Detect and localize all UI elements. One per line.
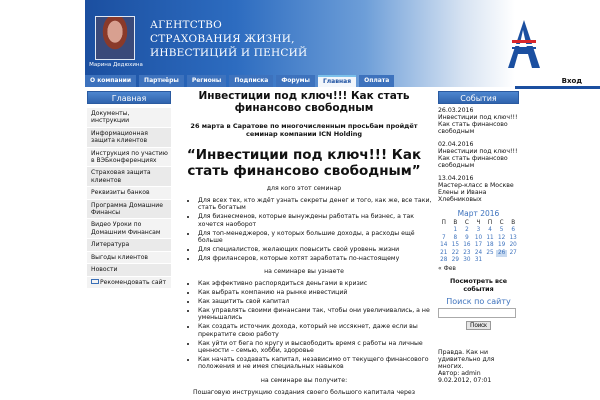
calendar-day — [484, 257, 496, 264]
calendar-day[interactable]: 30 — [463, 257, 471, 264]
page-title: Инвестиции под ключ!!! Как стать финансово свободным — [198, 90, 410, 114]
calendar-day — [507, 257, 519, 264]
calendar-day[interactable]: 13 — [509, 234, 517, 241]
latest-post — [438, 349, 519, 384]
learn-caption: на семинаре вы узнаете — [264, 268, 344, 276]
event-title[interactable]: Инвестиции под ключ!!! Как стать финансово свободным — [438, 148, 518, 169]
letter-a-logo-icon — [506, 16, 542, 72]
nav-subscription[interactable]: Подписка — [229, 75, 273, 87]
events-list — [438, 107, 519, 203]
list-item: • Как выбрать компанию на рынке инвестиций — [197, 289, 433, 296]
calendar-day[interactable]: 19 — [497, 242, 506, 249]
list-item: • Как уйти от бега по кругу и высвободить время с работы на личные ценности – семью, хобби, здоровье — [197, 340, 433, 355]
menu-item-literature[interactable]: Литература — [87, 239, 171, 251]
nav-regions[interactable]: Регионы — [187, 75, 227, 87]
mail-icon — [91, 279, 99, 284]
list-item: • Для специалистов, желающих повысить свой уровень жизни — [197, 246, 433, 253]
calendar-day[interactable]: 6 — [511, 227, 515, 234]
list-item: • Для бизнесменов, которые вынуждены работать на бизнес, а так хочется наоборот — [197, 213, 433, 228]
view-all-events-link[interactable]: Посмотреть все события — [449, 278, 508, 294]
event-item[interactable] — [438, 107, 519, 135]
menu-item-web-conference[interactable]: Инструкция по участию в ВЭБконференциях — [87, 148, 171, 168]
calendar-day[interactable]: 31 — [474, 257, 483, 264]
calendar-day[interactable]: 24 — [474, 249, 483, 256]
calendar-day[interactable]: 12 — [497, 234, 506, 241]
event-item[interactable] — [438, 141, 519, 169]
person-name: Марина Дедюхина — [89, 62, 143, 68]
agency-title-line-1: АГЕНТСТВО — [150, 19, 222, 31]
event-title[interactable]: Инвестиции под ключ!!! Как стать финансово свободным — [438, 114, 518, 135]
event-announcement: 26 марта в Саратове по многочисленным просьбам пройдёт семинар компании ICN Holding — [190, 122, 418, 138]
learn-list — [175, 280, 433, 370]
latest-post-author: Автор: admin — [438, 370, 481, 378]
calendar — [438, 209, 519, 272]
calendar-day[interactable]: 2 — [465, 227, 469, 234]
calendar-day[interactable]: 14 — [440, 242, 448, 249]
nav-payment[interactable]: Оплата — [359, 75, 394, 87]
calendar-day[interactable]: 22 — [451, 249, 459, 256]
calendar-prev-month[interactable]: « Фев — [438, 265, 456, 273]
calendar-day[interactable]: 16 — [463, 242, 471, 249]
weekday: П — [441, 220, 446, 226]
menu-item-bank-details[interactable]: Реквизиты банков — [87, 187, 171, 199]
final-text: Пошаговую инструкцию создания своего большого капитала через — [192, 388, 415, 396]
events-heading: События — [438, 91, 519, 104]
main-content — [175, 90, 433, 397]
left-menu — [87, 108, 171, 289]
avatar — [95, 16, 135, 60]
agency-title-line-3: ИНВЕСТИЦИЙ И ПЕНСИЙ — [150, 47, 308, 59]
calendar-day[interactable]: 8 — [453, 234, 458, 241]
nav-forums[interactable]: Форумы — [276, 75, 315, 87]
audience-list — [175, 197, 433, 262]
weekday: В — [511, 220, 516, 226]
list-item: • Для всех тех, кто ждёт узнать секреты денег и того, как же, все таки, стать богатым — [197, 197, 433, 212]
calendar-day — [438, 227, 450, 234]
left-sidebar-heading: Главная — [87, 91, 171, 104]
calendar-day[interactable]: 21 — [440, 249, 448, 256]
recommend-label: Рекомендовать сайт — [100, 278, 167, 286]
calendar-week — [438, 257, 519, 264]
calendar-day[interactable]: 26 — [496, 250, 508, 257]
calendar-day[interactable]: 4 — [488, 227, 492, 234]
agency-title-line-2: СТРАХОВАНИЯ ЖИЗНИ, — [150, 33, 295, 45]
calendar-day[interactable]: 20 — [509, 242, 517, 249]
calendar-day[interactable]: 18 — [486, 242, 494, 249]
calendar-day[interactable]: 7 — [441, 234, 446, 241]
event-date: 13.04.2016 — [438, 175, 474, 182]
weekday: С — [499, 220, 504, 226]
audience-caption: для кого этот семинар — [266, 185, 342, 192]
calendar-day[interactable]: 9 — [465, 234, 469, 241]
left-sidebar — [87, 91, 171, 289]
calendar-day[interactable]: 28 — [440, 257, 448, 264]
list-item: • Как управлять своими финансами так, чтобы они увеличивались, а не уменьшались — [197, 307, 433, 322]
nav-about[interactable]: О компании — [85, 75, 136, 87]
right-sidebar — [438, 91, 519, 384]
nav-home[interactable]: Главная — [318, 75, 356, 87]
menu-item-insurance[interactable]: Страховая защита клиентов — [87, 167, 171, 187]
main-navigation — [85, 75, 515, 87]
nav-partners[interactable]: Партнёры — [139, 75, 184, 87]
list-item: • Как эффективно распорядиться деньгами в кризис — [197, 280, 433, 287]
event-date: 02.04.2016 — [438, 141, 474, 148]
calendar-day — [496, 257, 508, 264]
calendar-day[interactable]: 25 — [486, 249, 494, 256]
menu-item-info-protection[interactable]: Информационная защита клиентов — [87, 128, 171, 148]
calendar-day[interactable]: 5 — [499, 227, 504, 234]
weekday: В — [453, 220, 458, 226]
menu-item-news[interactable]: Новости — [87, 264, 171, 276]
calendar-day[interactable]: 27 — [509, 249, 517, 256]
calendar-grid — [438, 220, 519, 264]
latest-post-date: 9.02.2012, 07:01 — [438, 377, 492, 385]
menu-item-documents[interactable]: Документы, инструкции — [87, 108, 171, 128]
search-input[interactable] — [438, 308, 516, 318]
calendar-day[interactable]: 23 — [463, 249, 471, 256]
seminar-name: “Инвестиции под ключ!!! Как стать финансово свободным” — [186, 147, 422, 179]
calendar-day[interactable]: 10 — [474, 234, 483, 241]
calendar-day[interactable]: 29 — [451, 257, 459, 264]
latest-post-title[interactable]: Правда. Как ни удивительно для многих. — [438, 349, 495, 371]
login-link[interactable]: Вход — [561, 77, 582, 85]
header-divider — [515, 86, 600, 89]
weekday: Ч — [476, 220, 481, 226]
weekday: С — [464, 220, 469, 226]
list-item: • Как начать создавать капитал, независимо от текущего финансового положения и не имея специальных навыков — [197, 356, 433, 371]
calendar-day[interactable]: 3 — [476, 227, 481, 234]
calendar-day[interactable]: 17 — [474, 242, 483, 249]
calendar-day[interactable]: 15 — [451, 242, 459, 249]
menu-item-video-lessons[interactable]: Видео Уроки по Домашним Финансам — [87, 219, 171, 239]
calendar-week — [438, 235, 519, 242]
list-item: • Как создать источник дохода, который не иссякнет, даже если вы прекратите свою работу — [197, 323, 433, 338]
menu-item-home-finance[interactable]: Программа Домашние Финансы — [87, 200, 171, 220]
calendar-month: Март 2016 — [457, 209, 500, 218]
calendar-week — [438, 227, 519, 234]
list-item: • Как защитить свой капитал — [197, 298, 433, 305]
list-item: • Для фрилансеров, которые хотят заработать по-настоящему — [197, 255, 433, 262]
list-item: • Для топ-менеджеров, у которых большие доходы, а расходы ещё больше — [197, 230, 433, 245]
agency-title — [150, 18, 340, 60]
calendar-weekdays — [438, 220, 519, 227]
search-button[interactable]: Поиск — [466, 321, 491, 330]
event-title[interactable]: Мастер-класс в Москве Елены и Ивана Хлебниковых — [438, 182, 514, 203]
calendar-day[interactable]: 11 — [486, 234, 494, 241]
receive-caption: на семинаре вы получите: — [260, 376, 348, 384]
event-item[interactable] — [438, 175, 519, 203]
calendar-day[interactable]: 1 — [453, 227, 458, 234]
menu-item-client-benefits[interactable]: Выгоды клиентов — [87, 252, 171, 264]
menu-item-recommend[interactable] — [87, 277, 171, 289]
calendar-week — [438, 242, 519, 249]
calendar-week — [438, 250, 519, 257]
search-heading: Поиск по сайту — [446, 297, 511, 307]
event-date: 26.03.2016 — [438, 107, 474, 114]
weekday: П — [487, 220, 493, 226]
profile-block — [85, 0, 143, 75]
